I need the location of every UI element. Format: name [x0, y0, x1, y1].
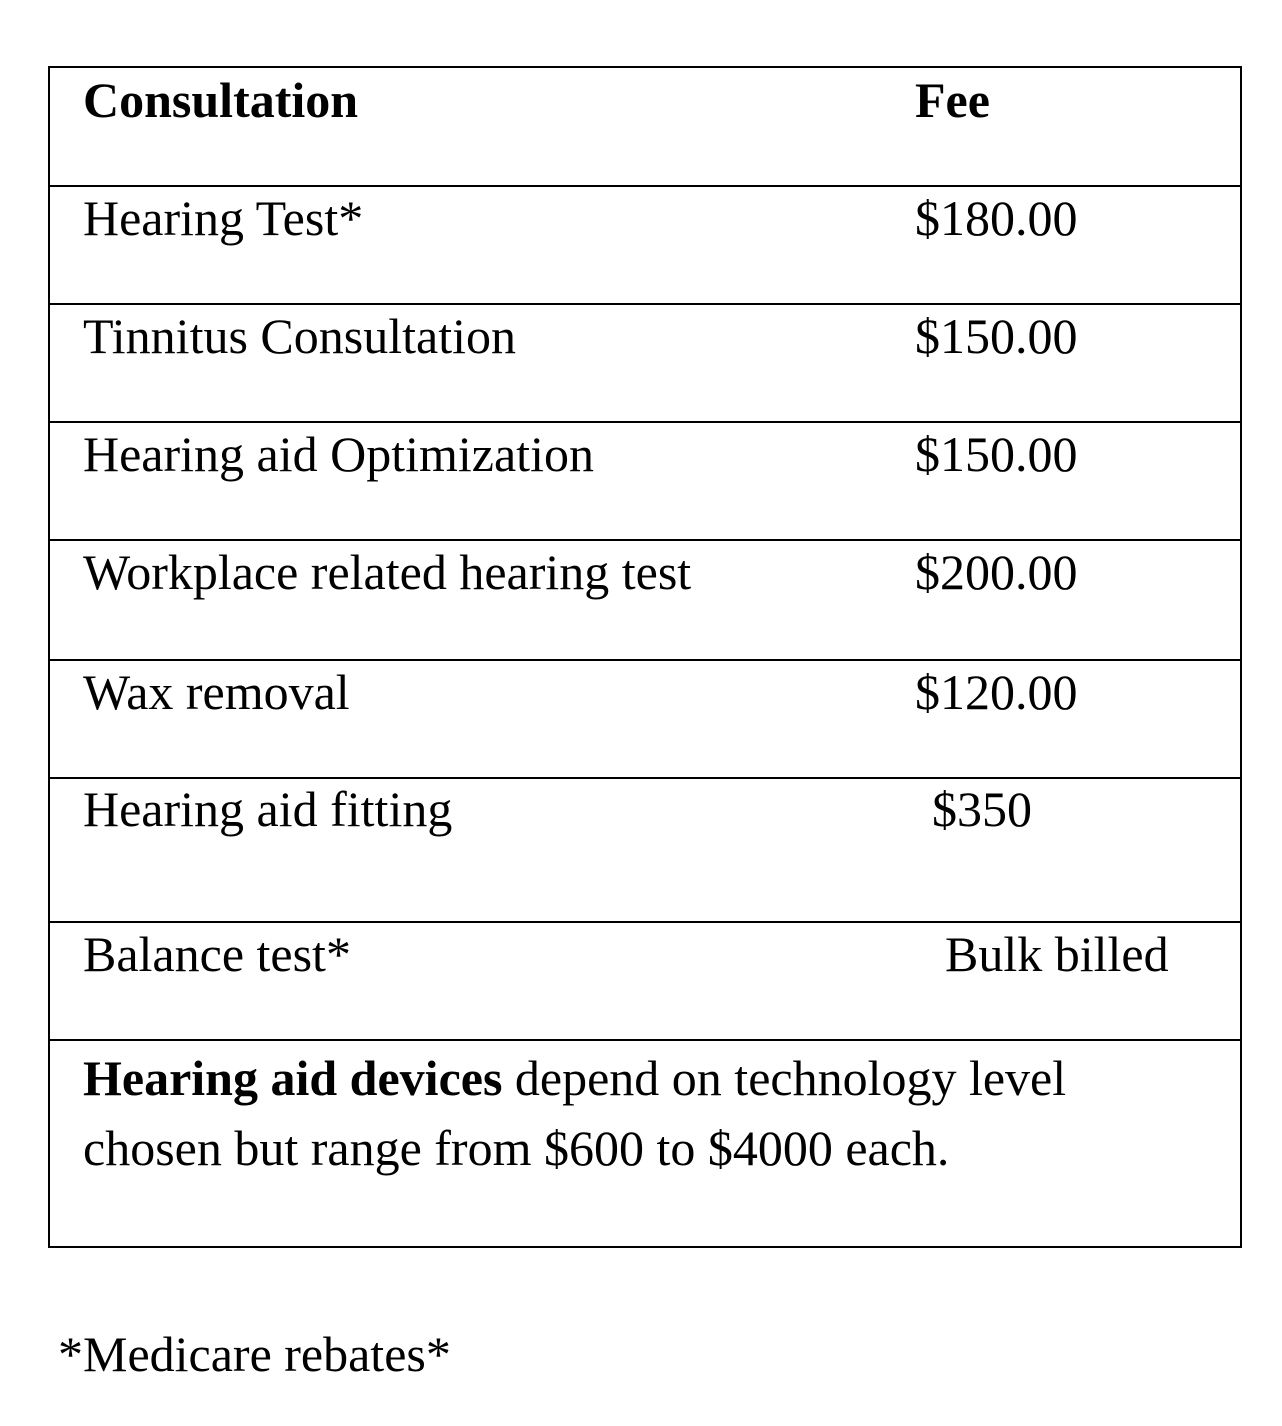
service-fee: $150.00 [915, 308, 1078, 364]
hearing-aid-devices-note [83, 1043, 1203, 1183]
fee-table [48, 66, 1242, 1248]
service-fee: $120.00 [915, 664, 1078, 720]
service-fee: $200.00 [915, 544, 1078, 600]
table-row [50, 423, 1240, 541]
table-row [50, 661, 1240, 779]
service-fee: $350 [932, 781, 1032, 837]
note-text: depend on technology level chosen but range from $600 to $4000 each. [83, 1050, 1067, 1176]
service-name: Wax removal [83, 664, 350, 720]
table-row [50, 305, 1240, 423]
header-consultation: Consultation [83, 72, 359, 128]
table-row [50, 541, 1240, 661]
table-note-row [50, 1041, 1240, 1248]
table-row [50, 187, 1240, 305]
service-name: Balance test* [83, 926, 351, 982]
service-name: Tinnitus Consultation [83, 308, 516, 364]
service-name: Workplace related hearing test [83, 544, 692, 600]
note-bold-lead: Hearing aid devices [83, 1050, 503, 1106]
service-fee: Bulk billed [945, 926, 1169, 982]
service-name: Hearing aid Optimization [83, 426, 594, 482]
header-fee: Fee [915, 72, 990, 128]
service-fee: $180.00 [915, 190, 1078, 246]
service-name: Hearing Test* [83, 190, 364, 246]
table-row [50, 779, 1240, 923]
service-name: Hearing aid fitting [83, 781, 453, 837]
service-fee: $150.00 [915, 426, 1078, 482]
table-header-row [50, 68, 1240, 187]
table-row [50, 923, 1240, 1041]
medicare-footnote: *Medicare rebates* [58, 1326, 451, 1382]
